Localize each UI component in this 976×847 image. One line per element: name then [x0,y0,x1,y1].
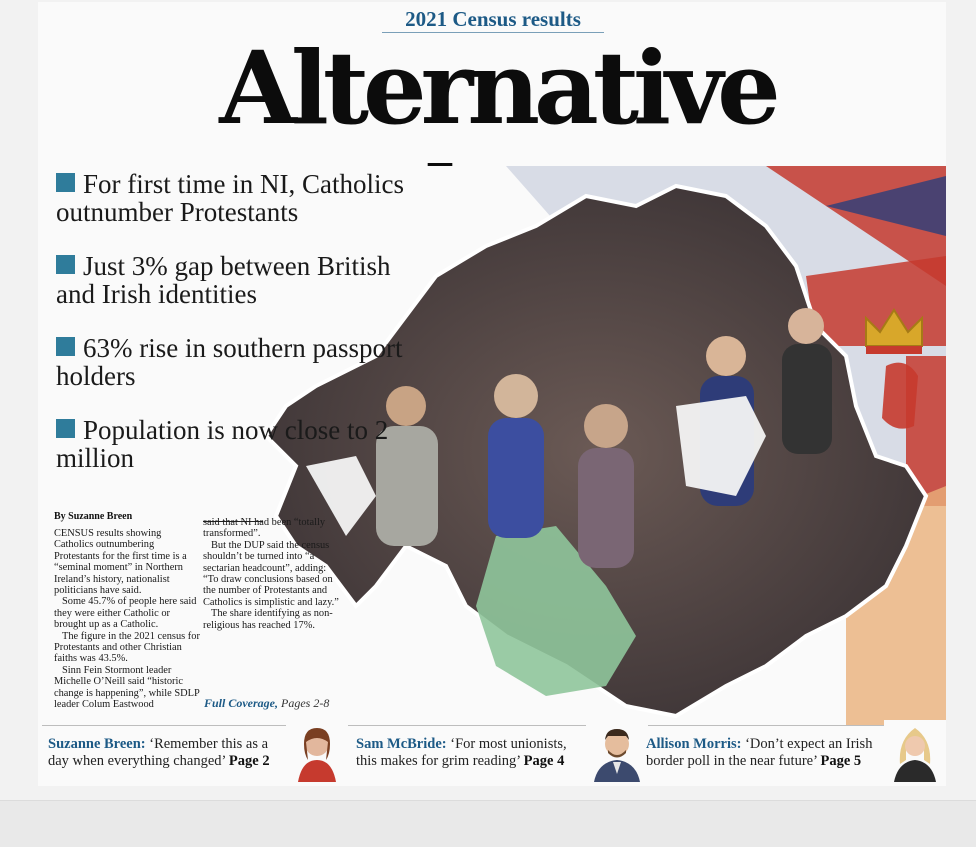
square-bullet-icon [56,337,75,356]
key-point: 63% rise in southern passport holders [56,333,403,391]
kicker-label: 2021 Census results [382,6,604,33]
paragraph: Sinn Fein Stormont leader Michelle O’Neill said “historic change is happening”, while SDLP leader Colum Eastwood [54,664,200,711]
paragraph: But the DUP said the census shouldn’t be turned into “a sectarian headcount”, adding: “To draw conclusions based on the number of Protestants and Catholics is simplistic and lazy.” [203,539,339,608]
key-point: Population is now close to 2 million [56,415,389,473]
paragraph: CENSUS results showing Catholics outnumbering Protestants for the first time is a “seminal moment” in Northern Ireland’s history, nationalist politicians have said. [54,528,187,597]
key-point: For first time in NI, Catholics outnumber Protestants [56,169,404,227]
footer-divider [42,725,942,726]
square-bullet-icon [56,173,75,192]
teaser-suzanne-breen[interactable]: Suzanne Breen: ‘Remember this as a day when everything changed’ Page 2 [48,736,270,769]
paragraph: The figure in the 2021 census for Protestants and other Christian faiths was 43.5%. [54,630,200,665]
square-bullet-icon [56,419,75,438]
square-bullet-icon [56,255,75,274]
byline: By Suzanne Breen [54,511,133,522]
teaser-allison-morris[interactable]: Allison Morris: ‘Don’t expect an Irish border poll in the near future’ Page 5 [646,736,873,769]
headline: Alternative [219,29,775,147]
teaser-sam-mcbride[interactable]: Sam McBride: ‘For most unionists, this makes for grim reading’ Page 4 [356,736,567,769]
newspaper-front-page [38,2,946,786]
paragraph: Some 45.7% of people here said they were either Catholic or brought up as a Catholic. [54,596,197,631]
article-column-2 [203,517,343,631]
full-coverage-link[interactable]: Full Coverage, Pages 2-8 [204,696,330,710]
article-column-1 [54,528,202,711]
paragraph: said that NI had been “totally transformed”. [203,517,326,540]
key-points-list [56,170,436,498]
avatar [884,720,946,782]
paragraph: The share identifying as non-religious has reached 17%. [203,608,333,631]
viewer-bottom-bar [0,800,976,847]
avatar [586,720,648,782]
avatar [286,720,348,782]
key-point: Just 3% gap between British and Irish identities [56,251,391,309]
